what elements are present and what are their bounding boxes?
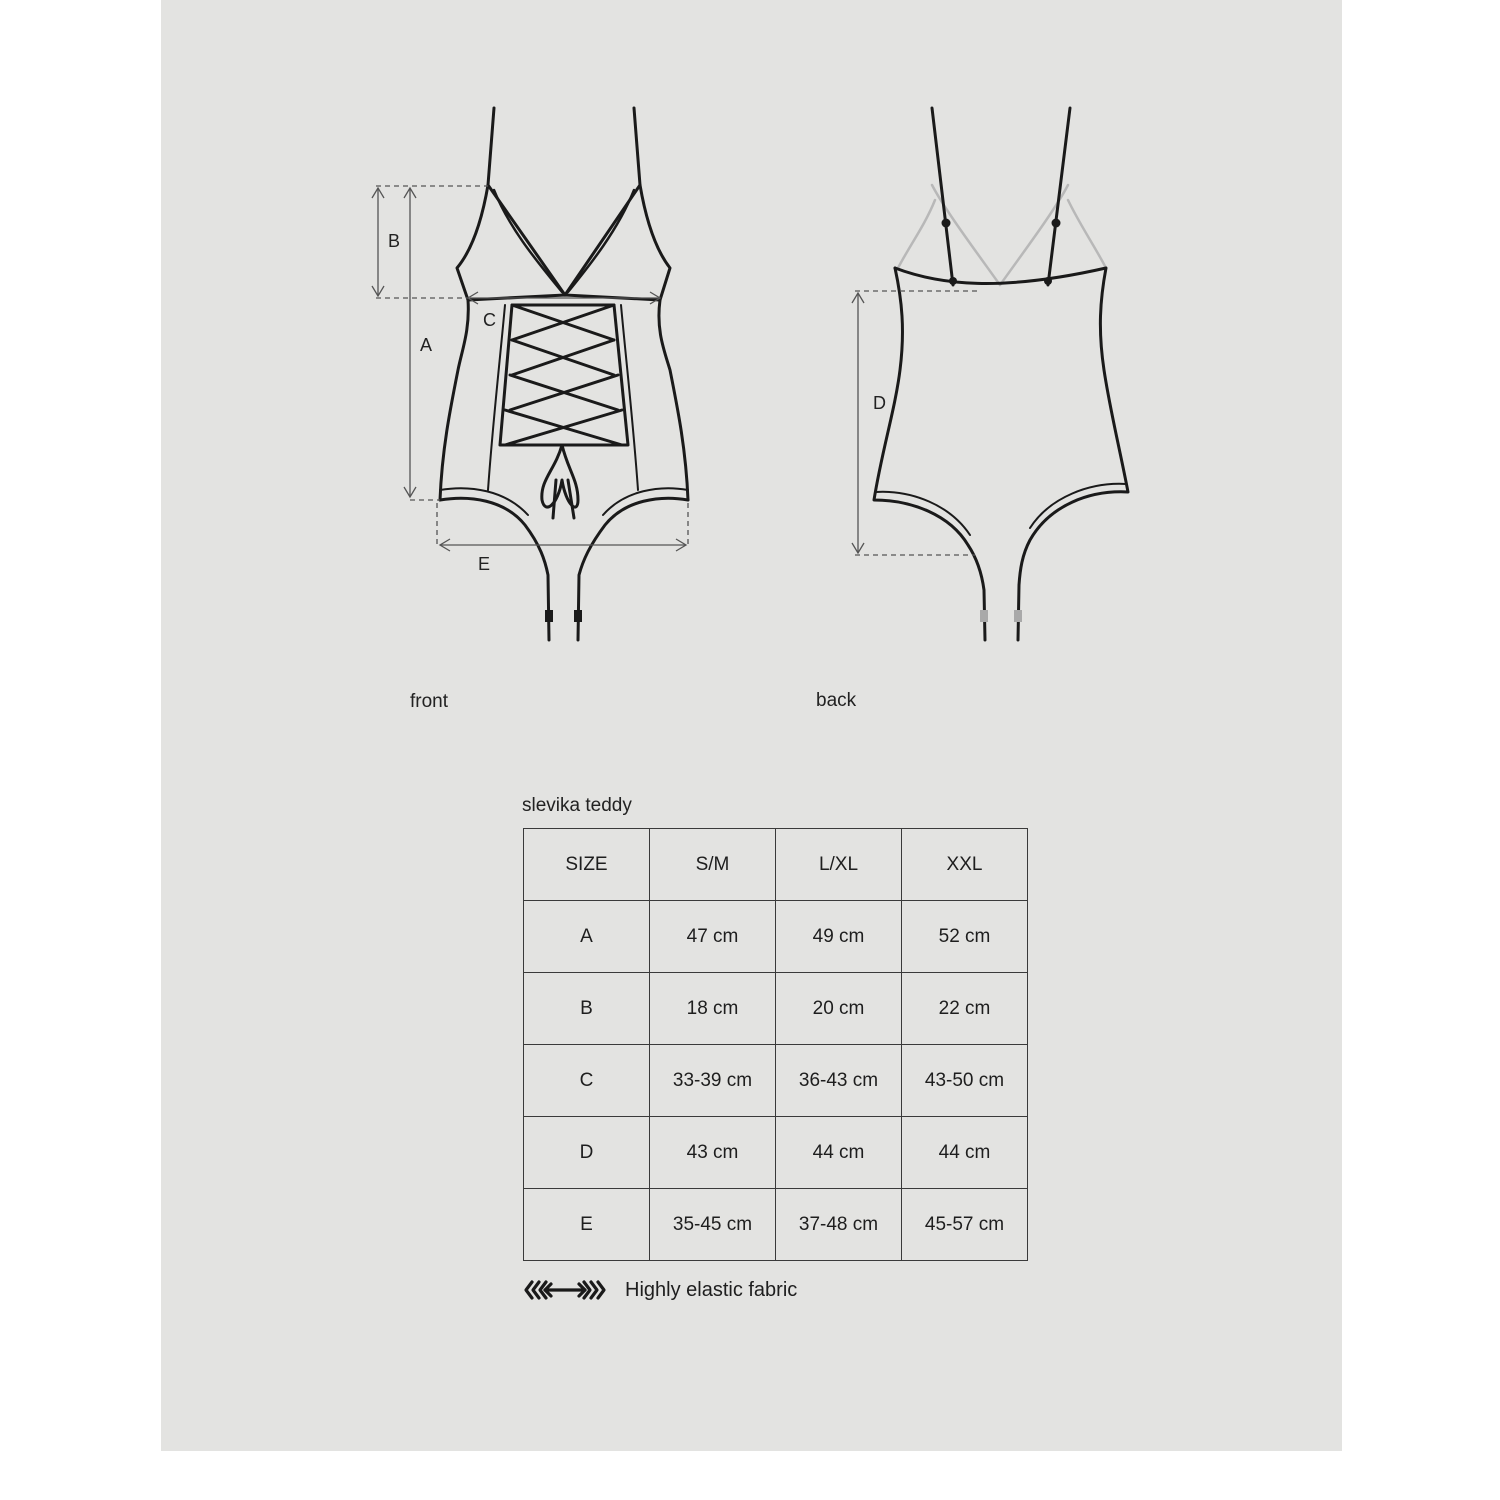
- table-cell: 44 cm: [902, 1117, 1028, 1189]
- table-cell: 52 cm: [902, 901, 1028, 973]
- table-cell: 20 cm: [776, 973, 902, 1045]
- table-header-row: [524, 829, 1028, 901]
- table-cell: 37-48 cm: [776, 1189, 902, 1261]
- dimension-label-e: E: [478, 554, 491, 574]
- table-row: [524, 901, 1028, 973]
- fabric-note-text: Highly elastic fabric: [625, 1278, 798, 1301]
- garter-clip-right: [574, 610, 582, 622]
- table-cell: E: [524, 1189, 650, 1261]
- header-cell: XXL: [902, 829, 1028, 901]
- product-title: slevika teddy: [522, 795, 632, 816]
- table-cell: 35-45 cm: [650, 1189, 776, 1261]
- dimension-label-c: C: [483, 310, 496, 330]
- table-cell: 44 cm: [776, 1117, 902, 1189]
- dimension-label-b: B: [388, 231, 401, 251]
- table-row: [524, 1045, 1028, 1117]
- back-clip-left: [980, 610, 988, 622]
- dimension-label-a: A: [420, 335, 433, 355]
- garter-clip-left: [545, 610, 553, 622]
- front-view-label: front: [410, 691, 449, 712]
- strap-slider-right: [1052, 219, 1061, 228]
- table-cell: 43-50 cm: [902, 1045, 1028, 1117]
- table-row: [524, 973, 1028, 1045]
- strap-slider-left: [942, 219, 951, 228]
- table-cell: D: [524, 1117, 650, 1189]
- header-cell: L/XL: [776, 829, 902, 901]
- table-row: [524, 1117, 1028, 1189]
- table-cell: 22 cm: [902, 973, 1028, 1045]
- back-view-drawing: [874, 108, 1128, 640]
- strap-ring-left: [949, 277, 957, 285]
- table-cell: C: [524, 1045, 650, 1117]
- header-cell: S/M: [650, 829, 776, 901]
- table-cell: 33-39 cm: [650, 1045, 776, 1117]
- table-row: [524, 1189, 1028, 1261]
- garment-diagrams: [0, 0, 1500, 700]
- strap-ring-right: [1044, 277, 1052, 285]
- size-table: [523, 828, 1028, 1261]
- back-dimension-lines: [852, 291, 980, 555]
- back-view-label: back: [816, 690, 857, 711]
- table-cell: 36-43 cm: [776, 1045, 902, 1117]
- table-cell: 49 cm: [776, 901, 902, 973]
- dimension-label-d: D: [873, 393, 886, 413]
- header-cell: SIZE: [524, 829, 650, 901]
- table-cell: B: [524, 973, 650, 1045]
- back-clip-right: [1014, 610, 1022, 622]
- table-cell: 45-57 cm: [902, 1189, 1028, 1261]
- fabric-note: [523, 1276, 797, 1304]
- table-cell: 47 cm: [650, 901, 776, 973]
- table-cell: 18 cm: [650, 973, 776, 1045]
- elastic-stretch-icon: [523, 1278, 607, 1302]
- table-cell: 43 cm: [650, 1117, 776, 1189]
- table-cell: A: [524, 901, 650, 973]
